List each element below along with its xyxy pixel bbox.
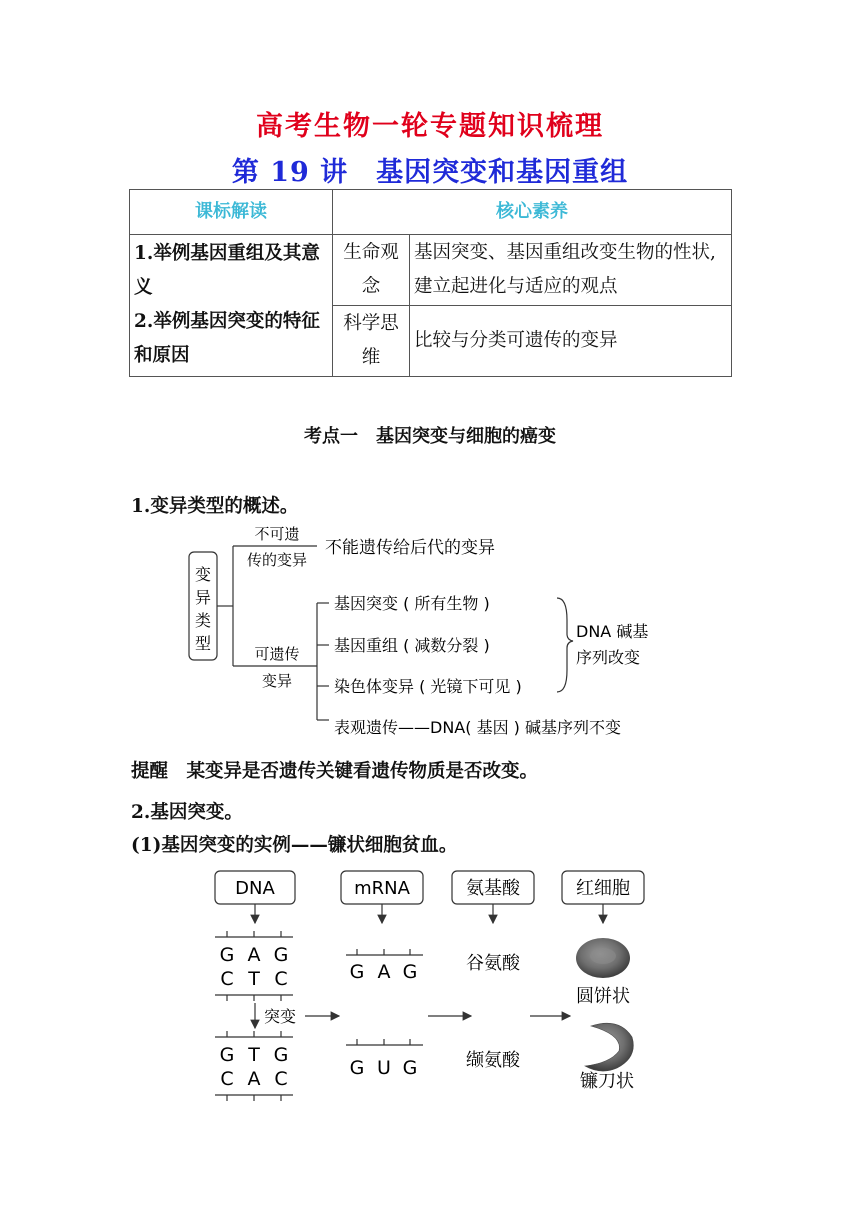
mrna-base: G — [402, 961, 418, 983]
sickle-rbc-icon — [585, 1023, 633, 1071]
dna-base: C — [220, 968, 234, 990]
dna-base: T — [248, 1044, 260, 1066]
dna-base: A — [247, 1068, 261, 1090]
root-char: 类 — [194, 611, 212, 630]
point-1-heading: 1.变异类型的概述。 — [131, 496, 299, 517]
dna-base: G — [273, 944, 289, 966]
amino-acid-mutant: 缬氨酸 — [466, 1050, 520, 1071]
variation-types-diagram — [185, 520, 685, 745]
tip-text: 提醒 某变异是否遗传关键看遗传物质是否改变。 — [131, 761, 539, 782]
standards-cell — [130, 235, 333, 377]
dna-normal-strands — [215, 931, 293, 1001]
heritable-label: 可遗传 — [254, 645, 300, 663]
brace-note: DNA 碱基 — [576, 622, 649, 641]
root-char: 型 — [194, 634, 212, 653]
header-label: mRNA — [354, 878, 410, 899]
header-competencies: 核心素养 — [333, 190, 732, 235]
dna-base: G — [219, 944, 235, 966]
sickle-cell-diagram — [205, 865, 675, 1105]
dna-base: T — [248, 968, 260, 990]
heritable-item: 染色体变异 ( 光镜下可见 ) — [334, 677, 522, 696]
dna-base: G — [273, 1044, 289, 1066]
competency-content: 基因突变、基因重组改变生物的性状,建立起进化与适应的观点 — [410, 235, 732, 306]
non-heritable-desc: 不能遗传给后代的变异 — [325, 538, 495, 558]
mrna-base: G — [402, 1057, 418, 1079]
rbc-center — [590, 948, 616, 964]
point-2-heading: 2.基因突变。 — [131, 802, 243, 823]
standards-table — [129, 189, 732, 377]
header-label: DNA — [235, 878, 275, 899]
dna-base: A — [247, 944, 261, 966]
amino-acid-normal: 谷氨酸 — [466, 953, 520, 974]
page-title: 高考生物一轮专题知识梳理 — [256, 111, 604, 142]
heritable-item: 基因突变 ( 所有生物 ) — [334, 594, 490, 613]
heritable-item: 基因重组 ( 减数分裂 ) — [334, 636, 490, 655]
header-label: 氨基酸 — [466, 878, 520, 899]
heritable-item: 表观遗传——DNA( 基因 ) 碱基序列不变 — [334, 718, 621, 737]
point-2-1-heading: (1)基因突变的实例——镰状细胞贫血。 — [131, 835, 458, 856]
section-title: 考点一 基因突变与细胞的癌变 — [304, 426, 556, 447]
mrna-base: G — [349, 961, 365, 983]
header-label: 红细胞 — [576, 878, 630, 899]
standard-item-1: 1.举例基因重组及其意义 — [134, 243, 320, 298]
heritable-label: 变异 — [261, 672, 293, 690]
cell-normal-label: 圆饼状 — [576, 986, 630, 1007]
brace-note: 序列改变 — [576, 648, 641, 667]
root-char: 变 — [194, 565, 212, 584]
competency-category: 生命观念 — [333, 235, 410, 306]
dna-base: C — [220, 1068, 234, 1090]
standard-item-2: 2.举例基因突变的特征和原因 — [134, 311, 320, 366]
lesson-title: 第 19 讲 基因突变和基因重组 — [231, 157, 629, 188]
mutation-label: 突变 — [264, 1007, 297, 1026]
mrna-mutant-strand — [346, 1039, 423, 1045]
root-char: 异 — [194, 588, 212, 607]
competency-content: 比较与分类可遗传的变异 — [410, 306, 732, 377]
mrna-normal-strand — [346, 949, 423, 955]
dna-base: G — [219, 1044, 235, 1066]
non-heritable-label: 不可遗 — [254, 525, 300, 543]
dna-base: C — [274, 1068, 288, 1090]
dna-mutant-strands — [215, 1031, 293, 1101]
mrna-base: A — [377, 961, 391, 983]
dna-base: C — [274, 968, 288, 990]
header-standards: 课标解读 — [130, 190, 333, 235]
mrna-base: U — [377, 1057, 391, 1079]
non-heritable-label: 传的变异 — [246, 551, 308, 569]
competency-category: 科学思维 — [333, 306, 410, 377]
header-arrows — [255, 904, 603, 923]
mrna-base: G — [349, 1057, 365, 1079]
cell-mutant-label: 镰刀状 — [580, 1071, 634, 1092]
